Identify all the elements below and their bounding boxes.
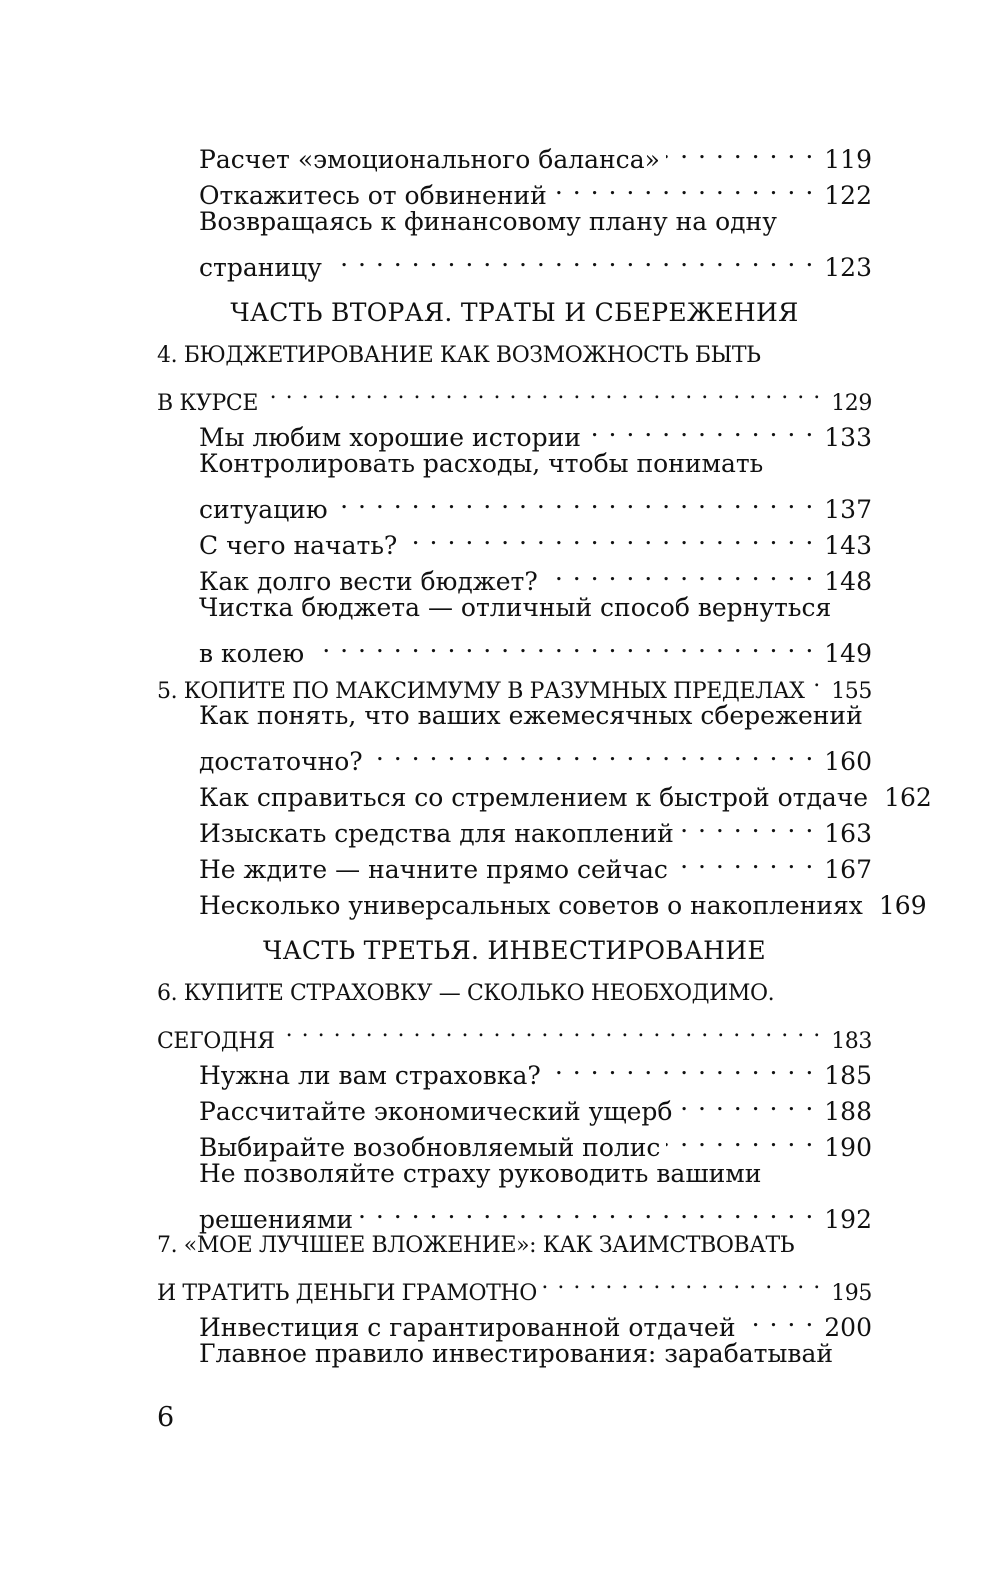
part-heading: ЧАСТЬ ВТОРАЯ. ТРАТЫ И СБЕРЕЖЕНИЯ [230, 298, 799, 327]
toc-entry-page: 192 [824, 1205, 872, 1234]
leader-dots [680, 806, 815, 842]
toc-entry-title: Откажитесь от обвинений [199, 181, 547, 210]
toc-entry[interactable] [157, 410, 872, 452]
leader-dots [334, 482, 815, 518]
toc-entry[interactable] [157, 626, 872, 668]
chapter-title: В КУРСЕ [157, 391, 258, 416]
chapter-title: 7. «МОЕ ЛУЧШЕЕ ВЛОЖЕНИЕ»: КАК ЗАИМСТВОВАТЬ [157, 1233, 795, 1258]
toc-entry-first-line[interactable] [157, 590, 872, 626]
leader-dots [553, 168, 814, 204]
toc-entry-page: 163 [824, 819, 872, 848]
chapter-page: 155 [831, 679, 872, 704]
toc-entry[interactable] [157, 132, 872, 174]
chapter-page: 183 [831, 1029, 872, 1054]
toc-entry-title: Выбирайте возобновляемый полис [199, 1133, 661, 1162]
toc-entry-title: Не позволяйте страху руководить вашими [199, 1159, 762, 1188]
toc-entry[interactable] [157, 734, 872, 776]
leader-dots [666, 1120, 814, 1156]
toc-entry-page: 167 [824, 855, 872, 884]
leader-dots [328, 240, 814, 276]
chapter-title: СЕГОДНЯ [157, 1029, 275, 1054]
leader-dots [264, 374, 821, 410]
toc-entry-page: 123 [824, 253, 872, 282]
toc-entry-first-line[interactable] [157, 446, 872, 482]
leader-dots [811, 662, 822, 698]
chapter-title: 4. БЮДЖЕТИРОВАНИЕ КАК ВОЗМОЖНОСТЬ БЫТЬ [157, 343, 761, 368]
toc-entry-title: Нужна ли вам страховка? [199, 1061, 541, 1090]
part-heading: ЧАСТЬ ТРЕТЬЯ. ИНВЕСТИРОВАНИЕ [263, 936, 766, 965]
chapter-page: 195 [831, 1281, 872, 1306]
toc-entry-page: 160 [824, 747, 872, 776]
leader-dots [544, 554, 814, 590]
toc-entry-page: 185 [824, 1061, 872, 1090]
toc-entry-page: 143 [824, 531, 872, 560]
chapter-entry[interactable] [157, 374, 872, 416]
leader-dots [403, 518, 814, 554]
toc-entry-title: ситуацию [199, 495, 328, 524]
toc-entry-first-line[interactable] [157, 204, 872, 240]
toc-entry-title: Изыскать средства для накоплений [199, 819, 674, 848]
toc-entry[interactable] [157, 1192, 872, 1234]
toc-entry-title: Контролировать расходы, чтобы понимать [199, 449, 764, 478]
toc-entry-title: Мы любим хорошие истории [199, 423, 581, 452]
toc-entry-page: 162 [884, 783, 932, 812]
toc-entry-title: Чистка бюджета — отличный способ вернуться [199, 593, 832, 622]
toc-entry-title: достаточно? [199, 747, 363, 776]
leader-dots [742, 1300, 815, 1336]
toc-entry-page: 190 [824, 1133, 872, 1162]
toc-entry-page: 188 [824, 1097, 872, 1126]
toc-entry-title: Рассчитайте экономический ущерб [199, 1097, 673, 1126]
toc-entry[interactable] [157, 240, 872, 282]
leader-dots [281, 1012, 822, 1048]
page-number: 6 [157, 1402, 175, 1433]
toc-entry-title: Главное правило инвестирования: зарабатывай [199, 1339, 834, 1368]
chapter-title: 6. КУПИТЕ СТРАХОВКУ — СКОЛЬКО НЕОБХОДИМО. [157, 981, 775, 1006]
toc-entry-title: страницу [199, 253, 322, 282]
chapter-entry[interactable] [157, 1264, 872, 1306]
toc-entry-title: Инвестиция с гарантированной отдачей [199, 1313, 736, 1342]
toc-entry-first-line[interactable] [157, 1156, 872, 1192]
leader-dots [674, 842, 814, 878]
chapter-entry-first-line[interactable] [157, 1228, 872, 1264]
chapter-title: И ТРАТИТЬ ДЕНЬГИ ГРАМОТНО [157, 1281, 537, 1306]
toc-entry-page: 119 [824, 145, 872, 174]
chapter-entry-first-line[interactable] [157, 976, 872, 1012]
toc-entry-title: Как справиться со стремлением к быстрой отдаче [199, 783, 869, 812]
toc-entry-title: Несколько универсальных советов о накоплениях [199, 891, 863, 920]
toc-entry-page: 169 [878, 891, 927, 920]
leader-dots [587, 410, 814, 446]
leader-dots [678, 1084, 814, 1120]
toc-entry-title: Как понять, что ваших ежемесячных сбережений [199, 701, 863, 730]
toc-entry-title: С чего начать? [199, 531, 398, 560]
toc-entry-title: Расчет «эмоционального баланса» [199, 145, 660, 174]
toc-entry-page: 200 [824, 1313, 872, 1342]
chapter-entry[interactable] [157, 1012, 872, 1054]
toc-entry-page: 148 [824, 567, 872, 596]
toc-entry-title: Возвращаясь к финансовому плану на одну [199, 207, 777, 236]
toc-entry-page: 133 [824, 423, 872, 452]
leader-dots [666, 132, 814, 168]
toc-entry-first-line[interactable] [157, 698, 872, 734]
leader-dots [310, 626, 814, 662]
chapter-entry-first-line[interactable] [157, 338, 872, 374]
leader-dots [369, 734, 815, 770]
toc-entry-page: 122 [824, 181, 872, 210]
toc-entry-page: 149 [824, 639, 872, 668]
toc-entry-page: 137 [824, 495, 872, 524]
leader-dots [359, 1192, 814, 1228]
leader-dots [547, 1048, 814, 1084]
table-of-contents [157, 132, 932, 1372]
toc-entry-first-line[interactable] [157, 1336, 872, 1372]
leader-dots [543, 1264, 821, 1300]
toc-entry-title: в колею [199, 639, 305, 668]
toc-entry-title: решениями [199, 1205, 354, 1234]
toc-entry-title: Не ждите — начните прямо сейчас [199, 855, 668, 884]
chapter-title: 5. КОПИТЕ ПО МАКСИМУМУ В РАЗУМНЫХ ПРЕДЕЛАХ [157, 679, 805, 704]
chapter-page: 129 [831, 391, 872, 416]
toc-entry[interactable] [157, 482, 872, 524]
toc-entry-title: Как долго вести бюджет? [199, 567, 538, 596]
